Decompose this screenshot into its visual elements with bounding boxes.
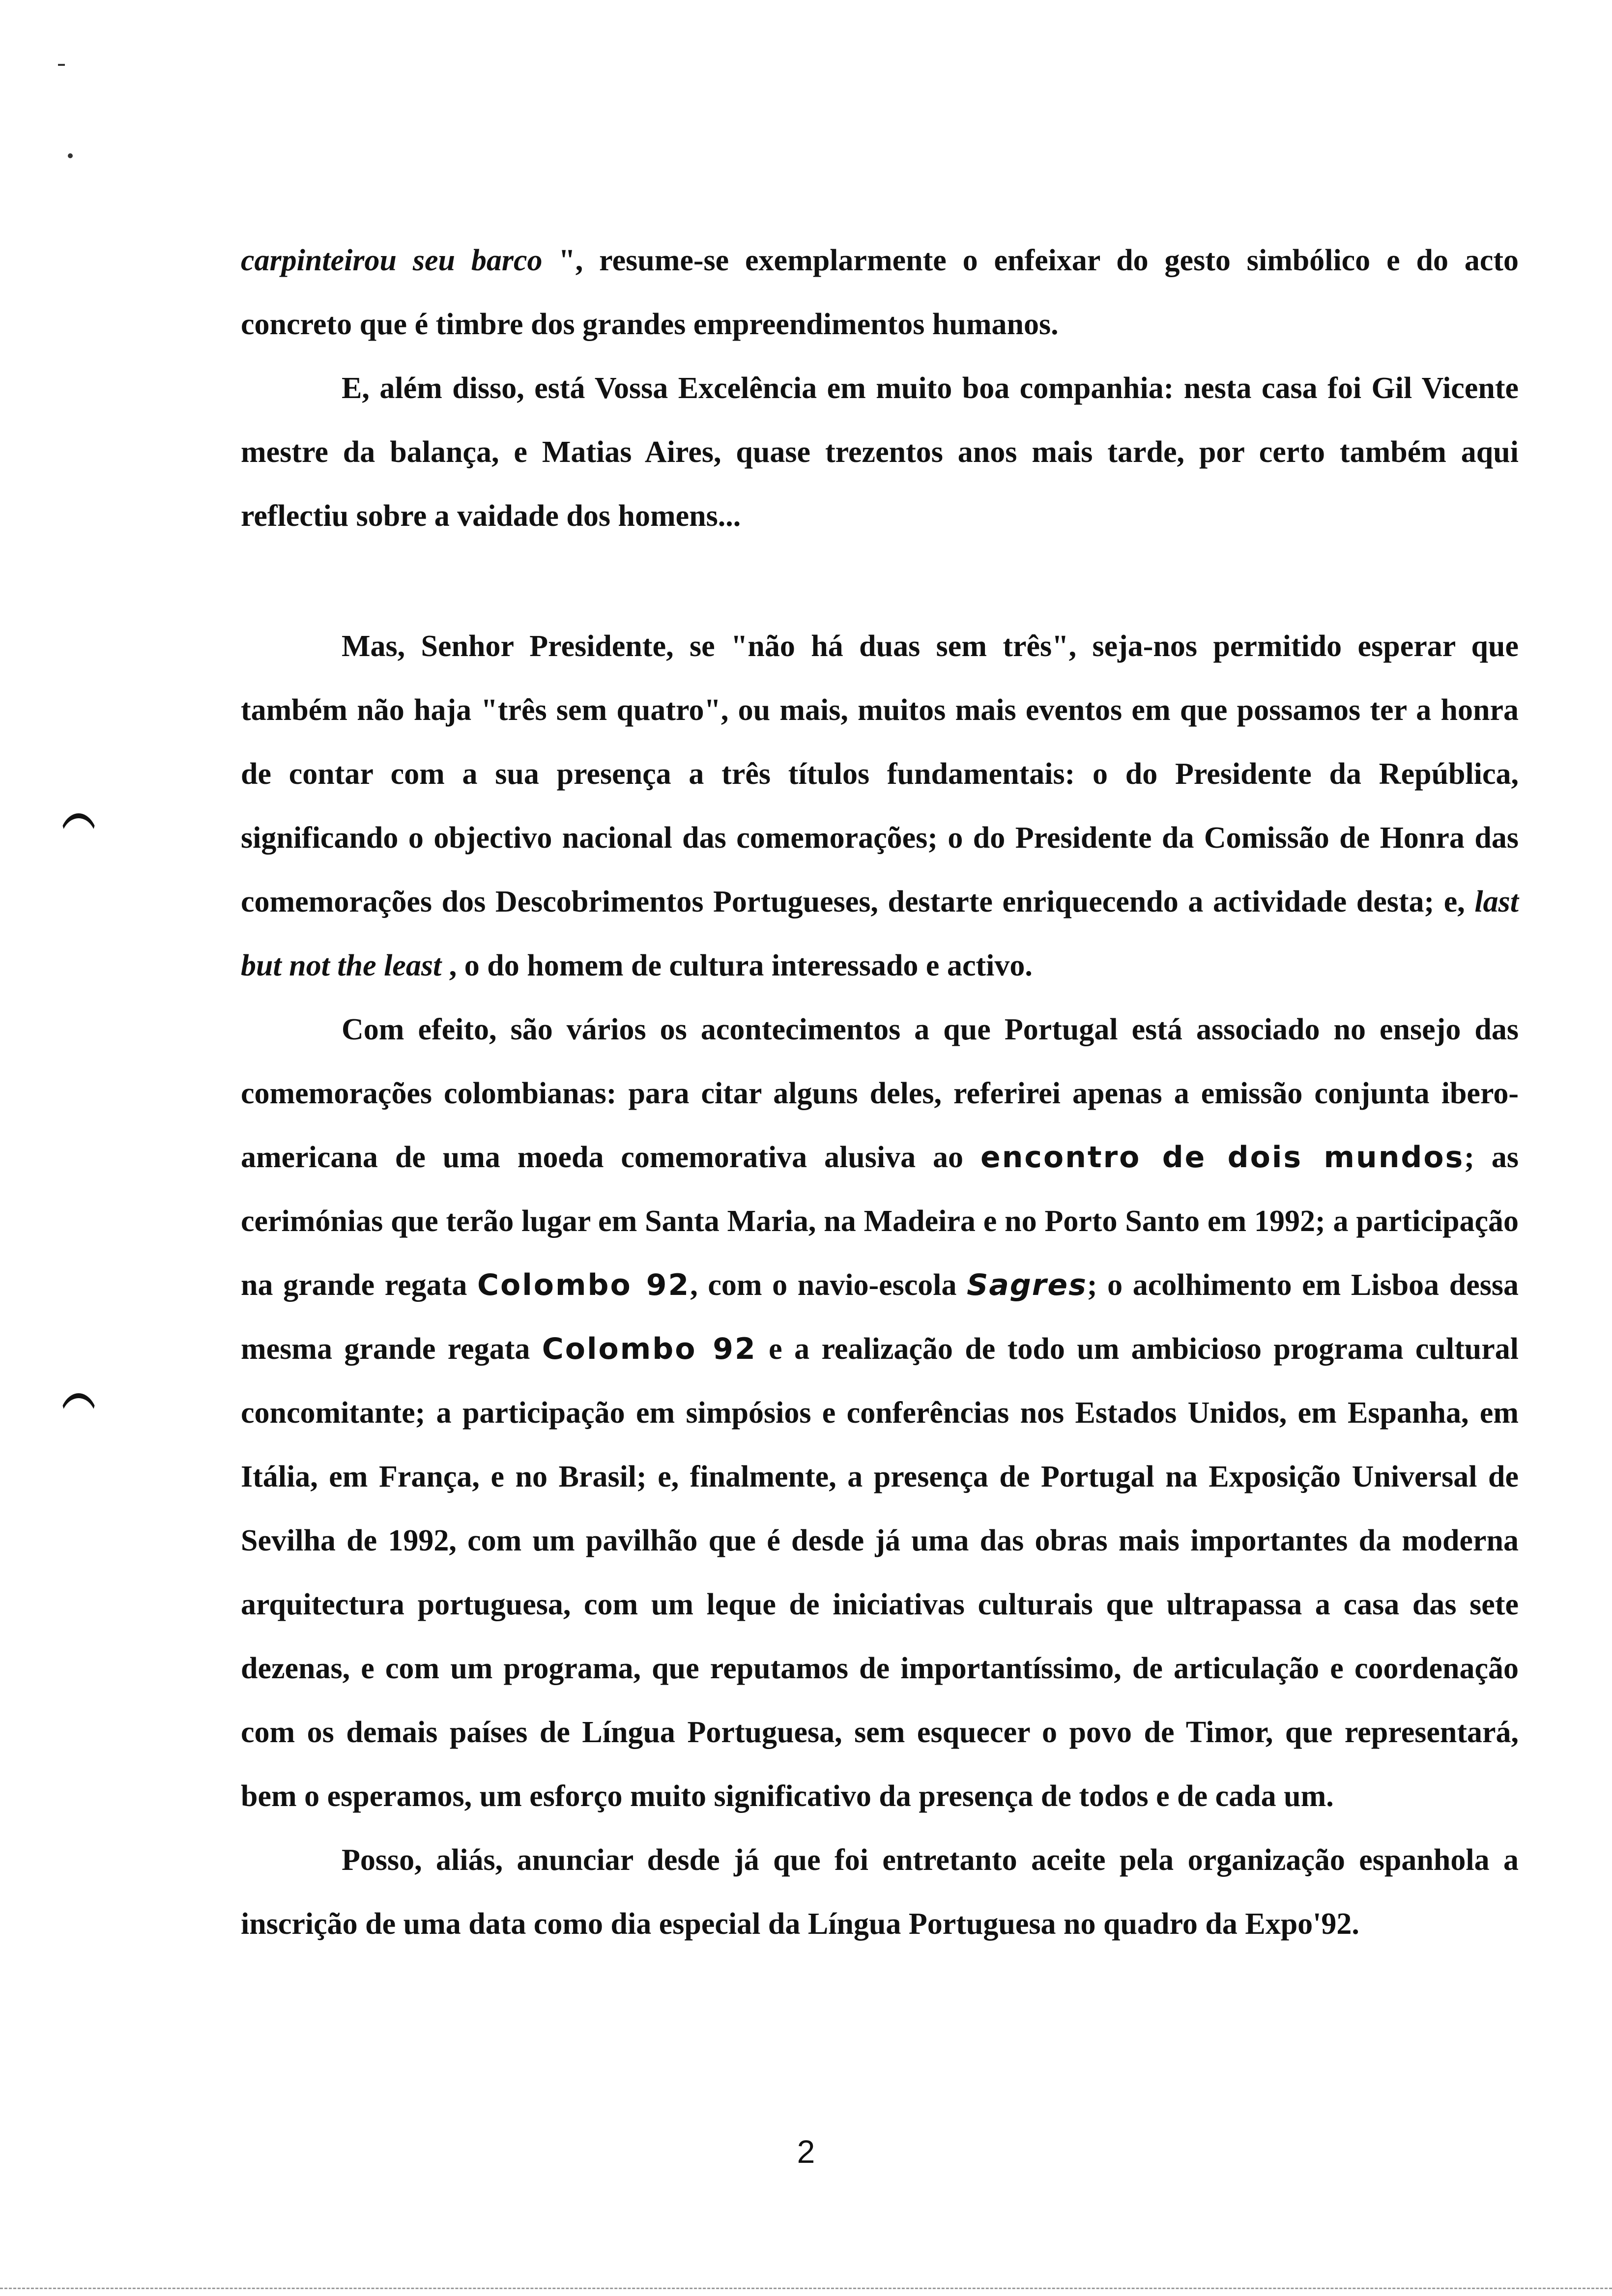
bottom-scan-edge <box>0 2288 1612 2289</box>
paragraph-text: Mas, Senhor Presidente, se "não há duas sem três", seja-nos permitido esperar que também não haja "três sem quatro", ou mais, muitos mais eventos em que possamos ter a honra de contar com a sua presença a três títulos fundamentais: o do Presidente da República, significando o objectivo nacional das comemorações; o do Presidente da Comissão de Honra das comemorações dos Descobrimentos Portugueses, destarte enriquecendo a actividade desta; e, <box>241 630 1519 918</box>
scan-dash-mark <box>58 64 65 66</box>
italic-phrase: last but not the least <box>241 885 1519 982</box>
paragraph-text: ; o acolhimento em Lisboa dessa mesma grande regata <box>241 1268 1519 1366</box>
italic-phrase: carpinteirou seu barco <box>241 244 543 277</box>
emphasis-sagres: Sagres <box>967 1268 1087 1302</box>
text-block-top <box>241 229 1519 548</box>
scan-dot-mark <box>68 153 73 158</box>
punch-hole-arc-icon <box>59 1393 98 1423</box>
paragraph-3 <box>241 614 1519 998</box>
paragraph-text: e a realização de todo um ambicioso programa cultural concomitante; a participação em simpósios e conferências nos Estados Unidos, em Espanha, em Itália, em França, e no Brasil; e, finalmente, a presença de Portugal na Exposição Universal de Sevilha de 1992, com um pavilhão que é desde já uma das obras mais importantes da moderna arquitectura portuguesa, com um leque de iniciativas culturais que ultrapassa a casa das sete dezenas, e com um programa, que reputamos de importantíssimo, de articulação e coordenação com os demais países de Língua Portuguesa, sem esquecer o povo de Timor, que representará, bem o esperamos, um esforço muito significativo da presença de todos e de cada um. <box>241 1332 1519 1813</box>
emphasis-colombo-92: Colombo 92 <box>477 1268 691 1302</box>
punch-hole-arc-icon <box>59 813 98 843</box>
paragraph-text: ; as cerimónias que terão lugar em Santa Maria, na Madeira e no Porto Santo em 1992; a participação na grande regata <box>241 1141 1519 1302</box>
paragraph-text: , com o navio-escola <box>690 1268 967 1302</box>
paragraph-5: Posso, aliás, anunciar desde já que foi entretanto aceite pela organização espanhola a inscrição de uma data como dia especial da Língua Portuguesa no quadro da Expo'92. <box>241 1843 1519 1941</box>
paragraph-1 <box>241 229 1519 356</box>
page-number: 2 <box>797 2133 815 2170</box>
emphasis-colombo-92: Colombo 92 <box>542 1332 757 1366</box>
paragraph-text: Com efeito, são vários os acontecimentos a que Portugal está associado no ensejo das comemorações colombianas: para citar alguns deles, referirei apenas a emissão conjunta ibero-americana de uma moeda comemorativa alusiva ao <box>241 1013 1519 1174</box>
paragraph-text: , o do homem de cultura interessado e activo. <box>441 949 1033 982</box>
paragraph-4 <box>241 998 1519 1828</box>
emphasis-encontro: encontro de dois mundos <box>980 1140 1465 1175</box>
text-block-main <box>241 614 1519 1956</box>
paragraph-2: E, além disso, está Vossa Excelência em muito boa companhia: nesta casa foi Gil Vicente mestre da balança, e Matias Aires, quase trezentos anos mais tarde, por certo também aqui reflectiu sobre a vaidade dos homens... <box>241 372 1519 533</box>
paragraph-text: ", resume-se exemplarmente o enfeixar do gesto simbólico e do acto concreto que é timbre dos grandes empreendimentos humanos. <box>241 244 1519 341</box>
